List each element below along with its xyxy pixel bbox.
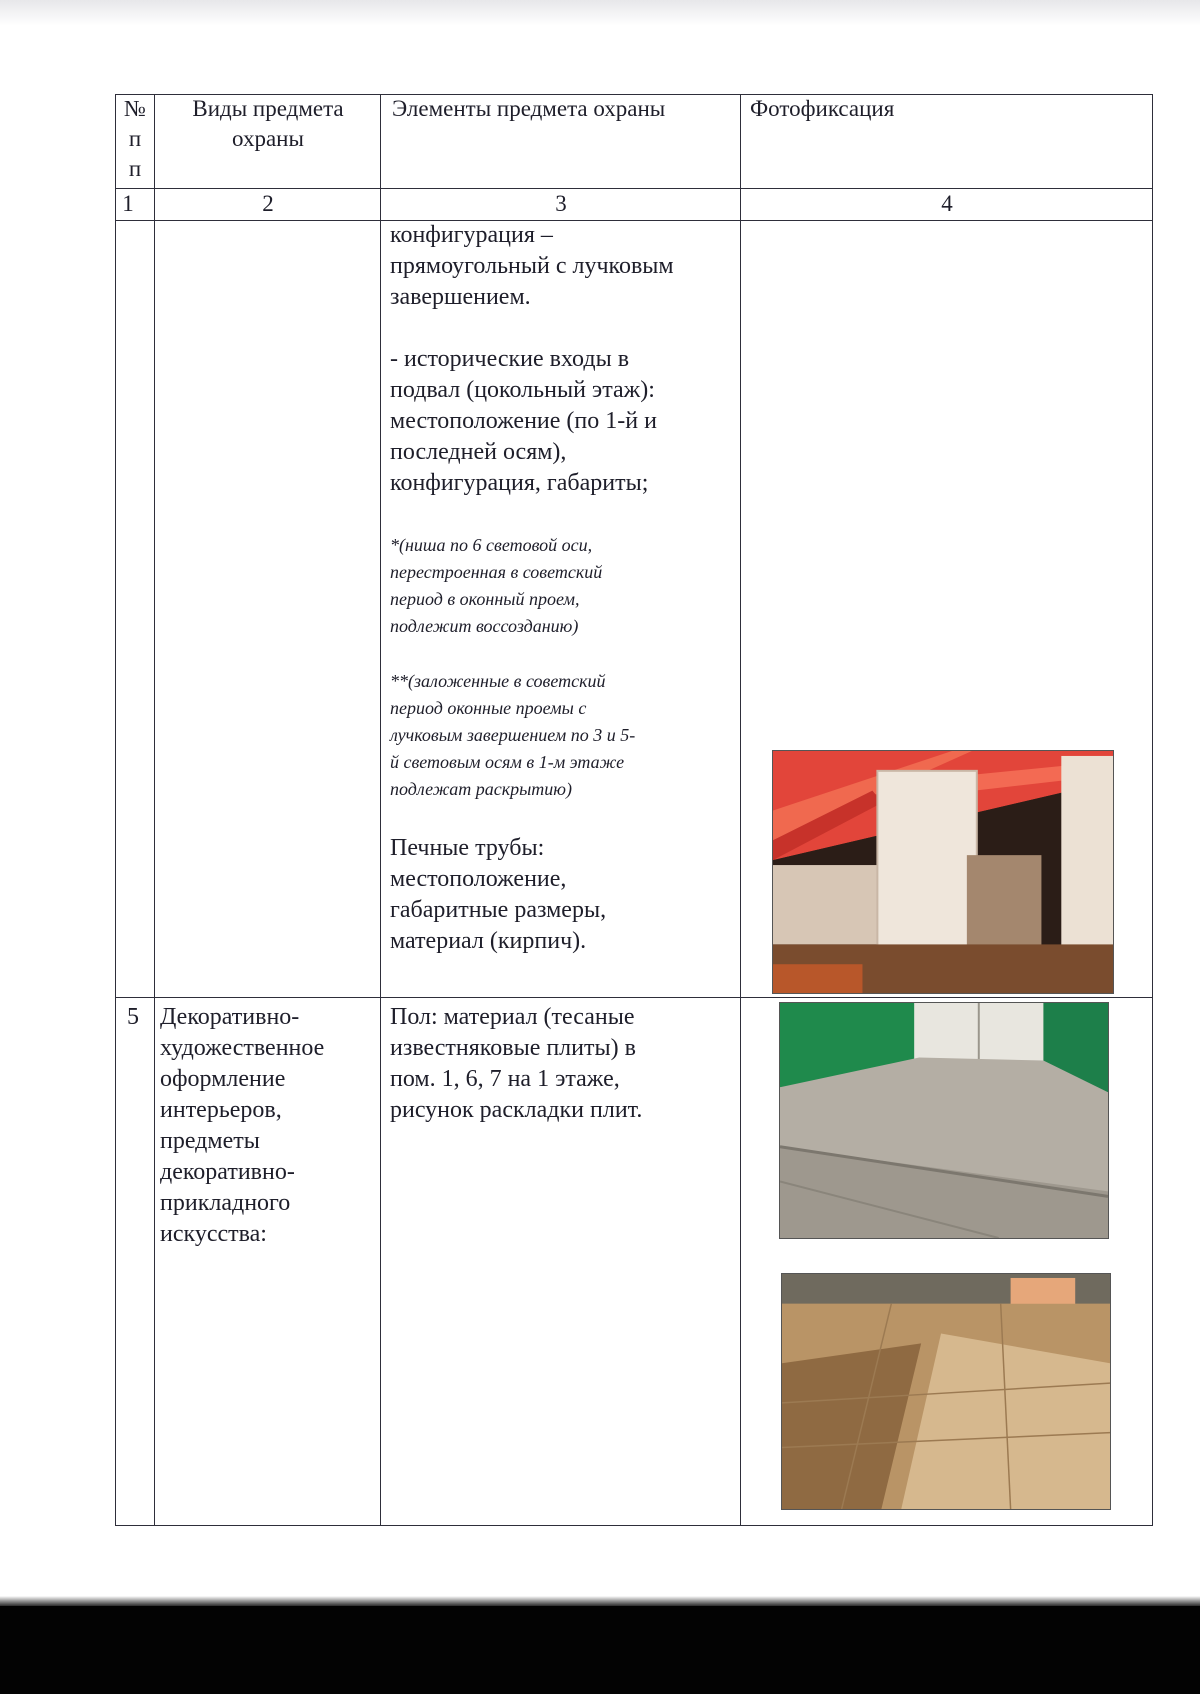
col-1-line bbox=[154, 94, 155, 1526]
scan-top-shadow bbox=[0, 0, 1200, 26]
row-separator-line bbox=[115, 997, 1153, 998]
entrances-text: - исторические входы в подвал (цокольный этаж): местоположение (по 1-й и последней осям), конфигурация, габариты; bbox=[390, 346, 657, 496]
header-elements: Элементы предмета охраны bbox=[392, 96, 666, 121]
stoves-text: Печные трубы: местоположение, габаритные размеры, материал (кирпич). bbox=[390, 835, 607, 954]
note-windows: **(заложенные в советский период оконные проемы с лучковым завершением по 3 и 5- й световым осям в 1-м этаже подлежат раскрытию) bbox=[390, 671, 636, 799]
header-num: № п п bbox=[124, 96, 146, 181]
row-5-number: 5 bbox=[127, 1004, 139, 1030]
config-text: конфигурация – прямоугольный с лучковым завершением. bbox=[390, 222, 674, 310]
row-5-element: Пол: материал (тесаные известняковые плиты) в пом. 1, 6, 7 на 1 этаже, рисунок раскладки плит. bbox=[390, 1004, 643, 1123]
scan-bottom-black-band bbox=[0, 1606, 1200, 1694]
col-number-1: 1 bbox=[122, 191, 134, 216]
col-number-4: 4 bbox=[941, 191, 953, 216]
row-5-kind: Декоративно- художественное оформление интерьеров, предметы декоративно- прикладного искусства: bbox=[160, 1004, 325, 1247]
note-niche: *(ниша по 6 световой оси, перестроенная в советский период в оконный проем, подлежит воссозданию) bbox=[390, 535, 603, 636]
photo-attic-chimney bbox=[772, 750, 1114, 994]
col-2-line bbox=[380, 94, 381, 1526]
col-number-2: 2 bbox=[262, 191, 274, 216]
col-number-3: 3 bbox=[555, 191, 567, 216]
header-kinds: Виды предмета охраны bbox=[192, 96, 344, 151]
photo-tan-stone-floor bbox=[781, 1273, 1111, 1510]
header-photo: Фотофиксация bbox=[750, 96, 895, 121]
photo-stone-floor-green-walls bbox=[779, 1002, 1109, 1239]
col-3-line bbox=[740, 94, 741, 1526]
